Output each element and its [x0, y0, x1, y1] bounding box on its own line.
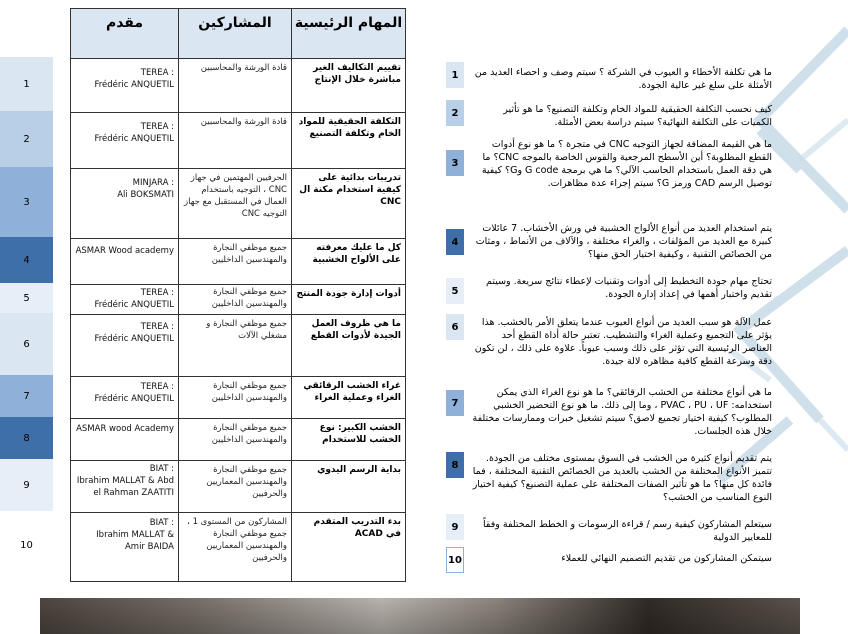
task-cell: أدوات إدارة جودة المنتج: [296, 289, 401, 299]
table-row-number: 2: [0, 111, 53, 167]
participants-cell: جميع موظفي النجارة والمهندسين الداخليين: [179, 419, 292, 460]
participants-cell: جميع موظفي النجارة و مشغلي الآلات: [179, 315, 292, 376]
task-cell: ما هي ظروف العمل الجيدة لأدوات القطع: [310, 319, 401, 341]
task-cell: بدء التدريب المتقدم في ACAD: [313, 517, 401, 539]
table-row-number: 4: [0, 237, 53, 283]
presenter-cell: BIAT : Ibrahim MALLAT & Amir BAIDA: [71, 513, 179, 581]
header-presenter: مقدم: [71, 9, 179, 58]
detail-number-badge: 1: [446, 62, 464, 88]
presenter-cell: TEREA : Frédéric ANQUETIL: [71, 377, 179, 418]
detail-text: ما هي أنواع مختلفة من الخشب الرقائقي؟ ما هو نوع الغراء الذي يمكن استخدامه: PVAC ، PU ، UF ، وما إلى ذلك. ما هو نوع التحضير الخشبي المطلوب؟ كيفية اختيار تجميع لاصق؟ سيتم تشغيل خبرات وممارسات مختلفة خلال هذه الجلسات.: [472, 387, 772, 437]
table-row: [71, 285, 405, 315]
detail-text: ما هي تكلفة الأخطاء و العيوب في الشركة ؟ سيتم وصف و احصاء العديد من الأمثلة على سلع غير عالية الجودة.: [474, 67, 772, 91]
participants-cell: جميع موظفي النجارة والمهندسين الداخليين: [179, 285, 292, 314]
participants-cell: قادة الورشة والمحاسبين: [179, 113, 292, 168]
task-cell: كل ما عليك معرفته على الألواح الخشبية: [312, 243, 401, 265]
participants-cell: قادة الورشة والمحاسبين: [179, 59, 292, 112]
detail-number-badge: 5: [446, 278, 464, 304]
task-cell: بداية الرسم اليدوي: [317, 465, 401, 475]
table-row: [71, 113, 405, 169]
presenter-cell: ASMAR Wood academy: [71, 239, 179, 284]
task-cell: تدريبات بدائية على كيفية استخدام مكنة ال CNC: [299, 173, 401, 207]
table-row-number: 6: [0, 313, 53, 375]
presenter-cell: ASMAR wood Academy: [71, 419, 179, 460]
table-row: [71, 513, 405, 581]
detail-number-badge: 2: [446, 100, 464, 126]
detail-number-badge: 7: [446, 390, 464, 416]
detail-number-badge: 4: [446, 229, 464, 255]
detail-text: سيتعلم المشاركون كيفية رسم / قراءة الرسومات و الخطط المختلفة وفقاً للمعايير الدولية: [483, 519, 772, 543]
table-row-number: 1: [0, 57, 53, 111]
detail-text: عمل الآلة هو سبب العديد من أنواع العيوب عندما يتعلق الأمر بالخشب. هذا يؤثر على التجميع وعملية الغراء والتشطيب. تعتبر حالة أداة القطع أحد العناصر الرئيسية التي تؤثر على ذلك وسبب عيوباً. علاوة على ذلك ، لن تكون دقة وسرعة القطع كافية مظاهره لالة جيدة.: [474, 317, 772, 367]
detail-number-badge: 9: [446, 514, 464, 540]
table-row-number: 9: [0, 459, 53, 511]
table-row: [71, 59, 405, 113]
detail-number-badge: 10: [446, 547, 464, 573]
table-row-number: 10: [0, 511, 53, 579]
header-tasks: المهام الرئيسية: [294, 15, 403, 31]
table-row: [71, 315, 405, 377]
presenter-cell: TEREA : Frédéric ANQUETIL: [71, 113, 179, 168]
participants-cell: المشاركون من المستوى 1 ، جميع موظفي النجارة والمهندسين المعماريين والحرفيين: [179, 513, 292, 581]
detail-text: سيتمكن المشاركون من تقديم التصميم النهائي للعملاء: [561, 553, 772, 564]
table-header: [71, 9, 405, 59]
table-row: [71, 461, 405, 513]
detail-number-badge: 8: [446, 452, 464, 478]
presenter-cell: TEREA : Frédéric ANQUETIL: [71, 59, 179, 112]
detail-number-badge: 3: [446, 150, 464, 176]
workshop-photo-shade: [40, 598, 800, 634]
table-row: [71, 239, 405, 285]
task-cell: التكلفة الحقيقية للمواد الخام وتكلفة التصنيع: [298, 117, 401, 139]
detail-text: يتم استخدام العديد من أنواع الألواح الخشبية في ورش الأخشاب. 7 عائلات كبيرة مع العديد من المؤلفات ، والغراء مختلفة ، والآلاف من الأنماط ، ومثات من الخصائص التقنية ، وكيفية اختيار الحق منها؟: [475, 223, 772, 260]
task-cell: غراء الخشب الرقائقي الغراء وعملية الغراء: [303, 381, 401, 403]
table-row-number: 5: [0, 283, 53, 313]
detail-text: يتم تقديم أنواع كثيرة من الخشب في السوق بمستوى مختلف من الجودة. تتميز الأنواع المختلفة من الخشب بالعديد من الخصائص التقنية المختلفة ، فما فائدة كل منها؟ ما هو تأثير الصفات المختلفة على عملية التصنيع؟ كيفية اختيار النوع المناسب من الخشب؟: [472, 453, 772, 503]
participants-cell: جميع موظفي النجارة والمهندسين الداخليين: [179, 377, 292, 418]
detail-number-badge: 6: [446, 314, 464, 340]
table-row-number: 7: [0, 375, 53, 417]
header-participants: المشاركين: [179, 9, 292, 58]
task-cell: تقييم التكاليف الغير مباشرة خلال الإنتاج: [313, 63, 401, 85]
participants-cell: جميع موظفي النجارة والمهندسين المعماريين والحرفيين: [179, 461, 292, 512]
participants-cell: جميع موظفي النجارة والمهندسين الداخليين: [179, 239, 292, 284]
table-row: [71, 377, 405, 419]
table-row-number: 3: [0, 167, 53, 237]
table-row: [71, 419, 405, 461]
presenter-cell: BIAT : Ibrahim MALLAT & Abd el Rahman ZAATITI: [71, 461, 179, 512]
presenter-cell: MINJARA : Ali BOKSMATI: [71, 169, 179, 238]
detail-text: تحتاج مهام جودة التخطيط إلى أدوات وتقنيات لإعطاء نتائج سريعة. وسيتم تقديم واختبار أهمها في إعداد إدارة الجودة.: [486, 276, 772, 300]
detail-text: كيف نحسب التكلفة الحقيقية للمواد الخام وتكلفة التصنيع؟ ما هو تأثير الكميات على التكلفة النهائية؟ سيتم دراسة بعض الأمثلة.: [503, 104, 772, 128]
table-row-number: 8: [0, 417, 53, 459]
presenter-cell: TEREA : Frédéric ANQUETIL: [71, 285, 179, 314]
schedule-table: [70, 8, 406, 582]
task-cell: الخشب الكبير: نوع الخشب للاستخدام: [319, 423, 401, 445]
table-row: [71, 169, 405, 239]
presenter-cell: TEREA : Frédéric ANQUETIL: [71, 315, 179, 376]
participants-cell: الحرفيين المهتمين في جهاز CNC ، التوجيه باستخدام العمال في المستقبل مع جهاز التوجيه CNC: [179, 169, 292, 238]
detail-text: ما هي القيمة المضافة لجهاز التوجيه CNC في متجرة ؟ ما هو نوع أدوات القطع المطلوبة؟ أين الأسطح المرجعية والقوس الخاصة بالموجه CNC؟ ما هي دقة العمل باستخدام الحاسب الآلي؟ ما هي برمجة G code وG؟ كيفية توصيل الرسم CAD ورمز G؟ سيتم إجراء عدة مظاهرات.: [481, 139, 772, 189]
